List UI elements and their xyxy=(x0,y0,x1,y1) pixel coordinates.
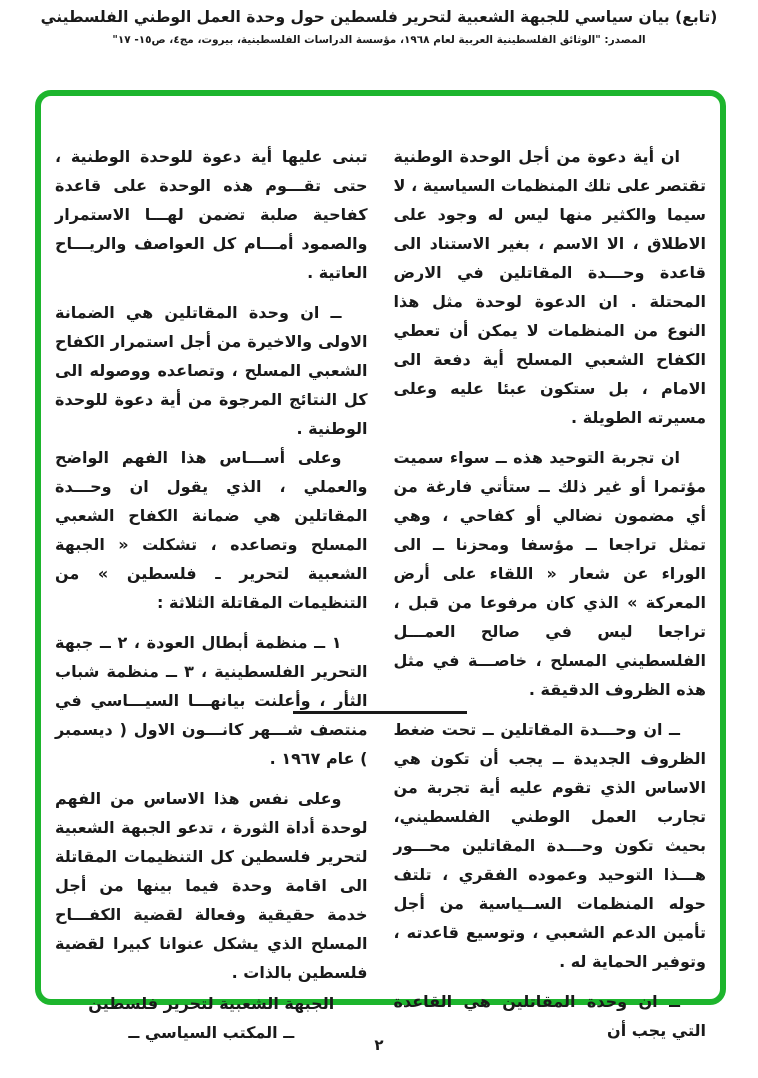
document-title: (تابع) بيان سياسي للجبهة الشعبية لتحرير فلسطين حول وحدة العمل الوطني الفلسطيني xyxy=(40,8,718,26)
paragraph: وعلى أســـاس هذا الفهم الواضح والعملي ، الذي يقول ان وحـــدة المقاتلين هي ضمانة الكفاح الشعبي المسلح وتصاعده ، تشكلت « الجبهة الشعبية لتحرير ـ فلسطين » من التنظيمات المقاتلة الثلاثة : xyxy=(55,448,368,612)
paragraph: ان تجربة التوحيد هذه ــ سواء سميت مؤتمرا أو غير ذلك ــ ستأتي فارغة من أي مضمون نضالي أو كفاحي ، وهي تمثل تراجعا ــ مؤسفا ومحزنا ــ الى الوراء عن شعار « اللقاء على أرض المعركة » الذي كان مرفوعا من قبل ، تراجعا ليس في صالح العمـــل الفلسطيني المسلح ، خاصـــة في مثل هذه الظروف الدقيقة . xyxy=(393,448,706,699)
right-text-column xyxy=(394,142,707,1056)
two-column-text-area xyxy=(41,96,720,1056)
signature-office: ــ المكتب السياسي ــ xyxy=(128,1023,295,1042)
page-number: ٢ xyxy=(374,1036,384,1054)
left-text-column xyxy=(55,142,368,1056)
paragraph: ــ ان وحـــدة المقاتلين ــ تحت ضغط الظروف الجديدة ــ يجب أن تكون هي الاساس الذي تقوم عليه أية تجربة من تجارب العمل الوطني الفلسطيني، بحيث تكون وحـــدة المقاتلين محـــور هـــذا التوحيد وعموده الفقري ، تلتف حوله المنظمات الســياسية من أجل تأمين الدعم الشعبي ، وتوسيع قاعدته ، وتوفير الحماية له . xyxy=(393,720,706,971)
paragraph: تبنى عليها أية دعوة للوحدة الوطنية ، حتى تقـــوم هذه الوحدة على قاعدة كفاحية صلبة تضمن لهـــا الاستمرار والصمود أمـــام كل العواصف والريـــاح العاتية . xyxy=(55,147,368,282)
paragraph: ان أية دعوة من أجل الوحدة الوطنية تقتصر على تلك المنظمات السياسية ، لا سيما والكثير منها ليس له وجود على الاطلاق ، الا الاسم ، بغير الاستناد الى قاعدة وحـــدة المقاتلين في الارض المحتلة . ان الدعوة لوحدة مثل هذا النوع من المنظمات لا يمكن أن تعطي الكفاح الشعبي المسلح أية دفعة الى الامام ، بل ستكون عبئا عليه وعلى مسيرته الطويلة . xyxy=(393,147,706,427)
paragraph: ــ ان وحدة المقاتلين هي الضمانة الاولى والاخيرة من أجل استمرار الكفاح الشعبي المسلح ، وتصاعده ووصوله الى كل النتائج المرجوة من أية دعوة للوحدة الوطنية . xyxy=(55,303,368,438)
section-divider-rule xyxy=(293,711,467,714)
paragraph: وعلى نفس هذا الاساس من الفهم لوحدة أداة الثورة ، تدعو الجبهة الشعبية لتحرير فلسطين كل التنظيمات المقاتلة الى اقامة وحدة فيما بينها من أجل خدمة حقيقية وفعالة لقضية الكفـــاح المسلح الذي يشكل عنوانا كبيرا لقضية فلسطين بالذات . xyxy=(55,789,368,982)
document-source-citation: المصدر: "الوثائق الفلسطينية العربية لعام ١٩٦٨، مؤسسة الدراسات الفلسطينية، بيروت، مج٤، ص١٥- ١٧" xyxy=(112,34,646,46)
paragraph: ــ ان وحدة المقاتلين هي القاعدة التي يجب أن xyxy=(393,992,706,1040)
paragraph: ١ ــ منظمة أبطال العودة ، ٢ ــ جبهة التحرير الفلسطينية ، ٣ ــ منظمة شباب الثأر ، وأعلنت بيانهـــا السيـــاسي في منتصف شـــهر كانـــون الاول ( ديسمبر ) عام ١٩٦٧ . xyxy=(55,633,368,768)
document-header xyxy=(0,8,758,46)
signature-organization: الجبهة الشعبية لتحرير فلسطين xyxy=(88,994,335,1013)
green-border-box xyxy=(35,90,726,1042)
